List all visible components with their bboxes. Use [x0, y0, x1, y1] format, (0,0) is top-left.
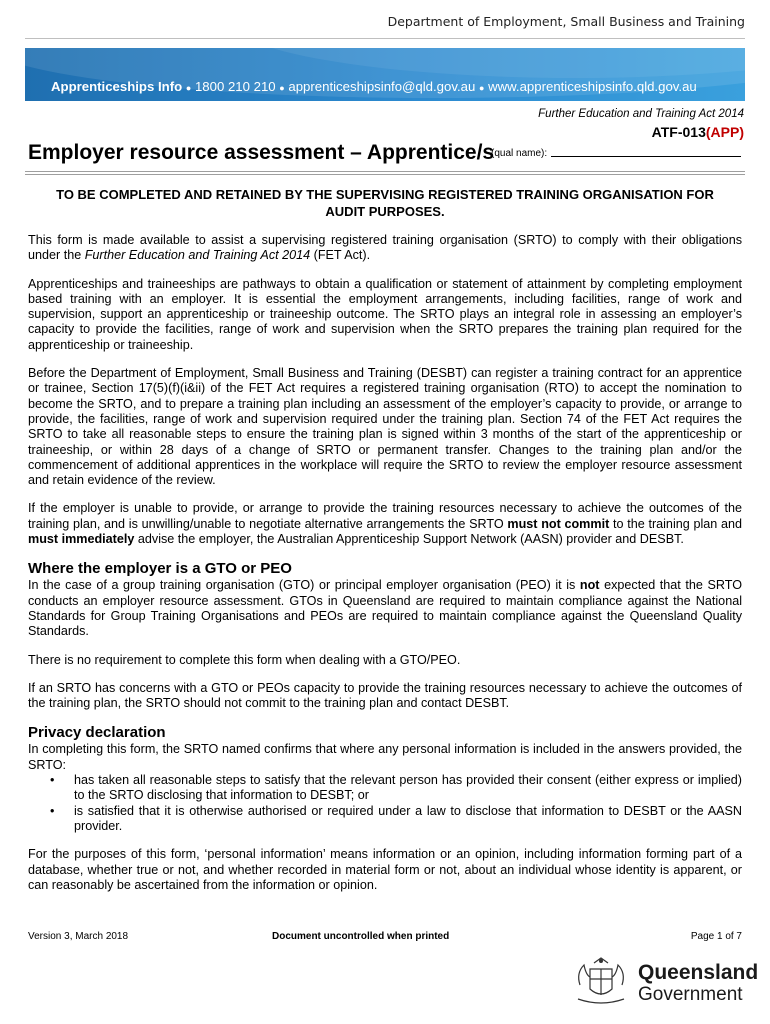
logo-subtitle: Government: [638, 984, 743, 1005]
department-name: Department of Employment, Small Business and Training: [387, 14, 745, 29]
qual-name-field: [491, 148, 741, 159]
intro-paragraph: [28, 233, 742, 264]
banner-program-name: Apprenticeships Info: [51, 79, 183, 94]
bullet-icon: •: [50, 773, 55, 788]
bullet-separator-icon: ●: [185, 83, 192, 93]
text-run: advise the employer, the Australian Apprenticeship Support Network (AASN) provider and DESBT.: [134, 532, 684, 547]
footer-notice: Document uncontrolled when printed: [272, 931, 450, 942]
banner-website-link[interactable]: www.apprenticeshipsinfo.qld.gov.au: [488, 79, 697, 94]
gto-paragraph: [28, 578, 742, 639]
header-divider: [25, 38, 745, 39]
list-item-text: is satisfied that it is otherwise authorised or required under a law to disclose that information to DESBT or the AASN provider.: [74, 803, 742, 833]
text-run: In the case of a group training organisation (GTO) or principal employer organisation (PEO) it is: [28, 578, 580, 593]
list-item: [50, 803, 742, 835]
gto-no-requirement-paragraph: There is no requirement to complete this form when dealing with a GTO/PEO.: [28, 652, 461, 667]
privacy-intro: In completing this form, the SRTO named confirms that where any personal information is included in the answers provided, the SRTO:: [28, 742, 742, 772]
footer-page-number: Page 1 of 7: [690, 931, 742, 942]
form-code: [652, 124, 744, 140]
privacy-bullet-list: [28, 773, 742, 834]
gto-section-heading: Where the employer is a GTO or PEO: [28, 560, 292, 578]
list-item: [50, 773, 742, 804]
qual-name-input-line[interactable]: [551, 156, 741, 157]
form-code-number: ATF-013: [651, 124, 706, 140]
list-item-text: has taken all reasonable steps to satisfy that the relevant person has provided their consent (either express or implied) to the SRTO disclosing that information to DESBT; or: [74, 773, 742, 803]
banner-email-link[interactable]: apprenticeshipsinfo@qld.gov.au: [288, 79, 476, 94]
text-run: expected that the SRTO conducts an employer resource assessment. GTOs in Queensland are required to maintain compliance against the National Standards for Group Training Organisations and PEOs are required to maintain compliance against the Queensland Quality Standards.: [28, 578, 743, 639]
text-run: If the employer is unable to provide, or arrange to provide the training resources necessary to achieve the outcomes of the training plan, and is unwilling/unable to negotiate alternative arrangements the SRTO: [28, 501, 742, 531]
act-title-italic: Further Education and Training Act 2014: [84, 248, 311, 263]
title-divider: [25, 171, 745, 172]
text-run: (FET Act).: [310, 248, 371, 263]
bullet-separator-icon: ●: [279, 83, 285, 93]
emphasis-text: must immediately: [28, 532, 135, 547]
logo-name: Queensland: [638, 961, 759, 984]
form-code-suffix: (APP): [705, 124, 744, 140]
personal-information-definition: For the purposes of this form, ‘personal information’ means information or an opinion, including information forming part of a database, whether true or not, and whether recorded in material form or not, about an individual whose identity is apparent, or can reasonably be ascertained from the information or opinion.: [28, 847, 742, 892]
contact-banner: [25, 48, 745, 101]
page-title: Employer resource assessment – Apprentice/s: [28, 141, 495, 164]
main-instruction-heading: TO BE COMPLETED AND RETAINED BY THE SUPERVISING REGISTERED TRAINING ORGANISATION FOR AUDIT PURPOSES.: [56, 187, 714, 219]
banner-phone[interactable]: 1800 210 210: [194, 79, 276, 94]
registration-paragraph: Before the Department of Employment, Small Business and Training (DESBT) can register a training contract for an apprentice or trainee, Section 17(5)(f)(i&ii) of the FET Act requires a registered training organisation (RTO) to accept the nomination to become the SRTO, and to prepare a training plan including an assessment of the employer’s capacity to provide, or arrange to provide, the facilities, range of work and supervision required under the training plan. Section 74 of the FET Act requires the SRTO to take all reasonable steps to ensure the training plan is signed within 3 months of the start of the apprenticeship or traineeship, or within 28 days of a change of SRTO or permanent transfer. Changes to the training plan and/or the commencement of additional apprentices in the workplace will require the SRTO to review the employer resource assessment and retain evidence of the review.: [28, 366, 742, 488]
text-run: to the training plan and: [609, 516, 742, 531]
pathways-paragraph: Apprenticeships and traineeships are pathways to obtain a qualification or statement of attainment by completing employment based training with an employer. It is essential the employment arrangements, including facilities, range of work and supervision, support an apprenticeship or traineeship outcome. The SRTO plays an integral role in assessing an employer’s capacity to provide the facilities, range of work and supervision when the SRTO prepares the training plan required for the apprenticeship or traineeship.: [28, 276, 742, 352]
text-run: This form is made available to assist a supervising registered training organisation (SRTO) to comply with their obligations under the: [28, 233, 742, 263]
employer-unable-paragraph: [28, 501, 742, 547]
footer-version: Version 3, March 2018: [28, 931, 129, 942]
title-divider: [25, 174, 745, 175]
banner-contact-line: [51, 79, 697, 94]
bullet-separator-icon: ●: [478, 83, 485, 93]
gto-concerns-paragraph: If an SRTO has concerns with a GTO or PEOs capacity to provide the training resources necessary to achieve the outcomes of the training plan, the SRTO should not commit to the training plan and contact DESBT.: [28, 680, 742, 711]
emphasis-text: not: [579, 578, 600, 593]
privacy-section-heading: Privacy declaration: [28, 724, 166, 742]
queensland-crest-icon: [570, 955, 632, 1011]
bullet-icon: •: [50, 803, 55, 818]
qual-name-label: (qual name):: [491, 148, 548, 159]
document-body: [28, 233, 742, 906]
act-reference: Further Education and Training Act 2014: [538, 108, 744, 120]
emphasis-text: must not commit: [507, 516, 610, 531]
